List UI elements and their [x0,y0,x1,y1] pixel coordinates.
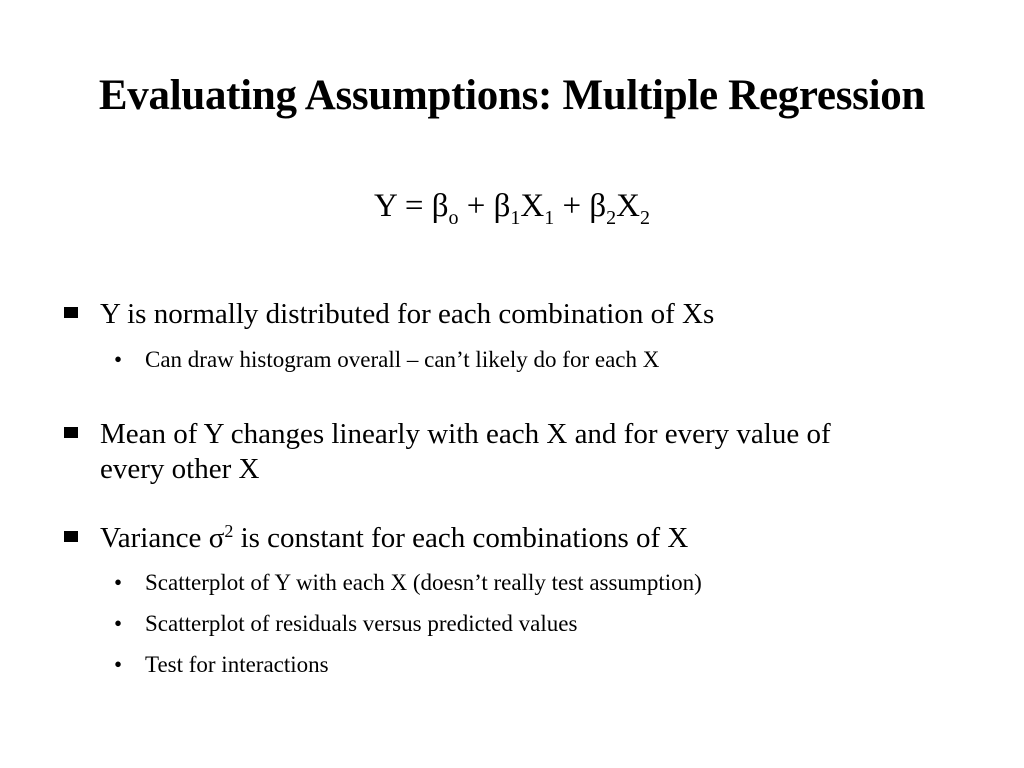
sigma-symbol: σ [208,522,225,554]
sub-bullet-item: Can draw histogram overall – can’t likely do for each X [145,347,660,372]
bullet-line: Mean of Y changes linearly with each X and for every value of [100,418,831,450]
x-variable: X [616,188,641,224]
regression-equation [0,184,1024,228]
bullet-item [100,417,980,487]
slide-title: Evaluating Assumptions: Multiple Regression [98,72,926,119]
bullet-text: is constant for each combinations of X [233,522,689,554]
square-bullet-icon [64,531,78,542]
beta-symbol: β [589,188,607,224]
dot-bullet-icon: • [114,611,123,636]
x-subscript: 2 [640,207,651,229]
bullet-item [100,521,980,556]
sub-bullet-item: Test for interactions [145,652,329,677]
dot-bullet-icon: • [114,570,123,595]
beta-subscript: o [448,207,459,229]
plus-sign: + [554,188,590,224]
square-bullet-icon [64,307,78,318]
beta-subscript: 1 [510,207,521,229]
sub-bullet-item: Scatterplot of Y with each X (doesn’t really test assumption) [145,570,702,595]
plus-sign: + [458,188,494,224]
beta-symbol: β [493,188,511,224]
equation-lhs: Y = [373,188,432,224]
x-variable: X [520,188,545,224]
bullet-line: every other X [100,453,260,485]
dot-bullet-icon: • [114,652,123,677]
sub-bullet-item: Scatterplot of residuals versus predicted values [145,611,578,636]
beta-symbol: β [431,188,449,224]
dot-bullet-icon: • [114,347,123,372]
bullet-item: Y is normally distributed for each combination of Xs [100,298,715,330]
bullet-text: Variance [100,522,209,554]
x-subscript: 1 [544,207,555,229]
beta-subscript: 2 [606,207,617,229]
square-bullet-icon [64,427,78,438]
sigma-superscript: 2 [224,521,234,541]
